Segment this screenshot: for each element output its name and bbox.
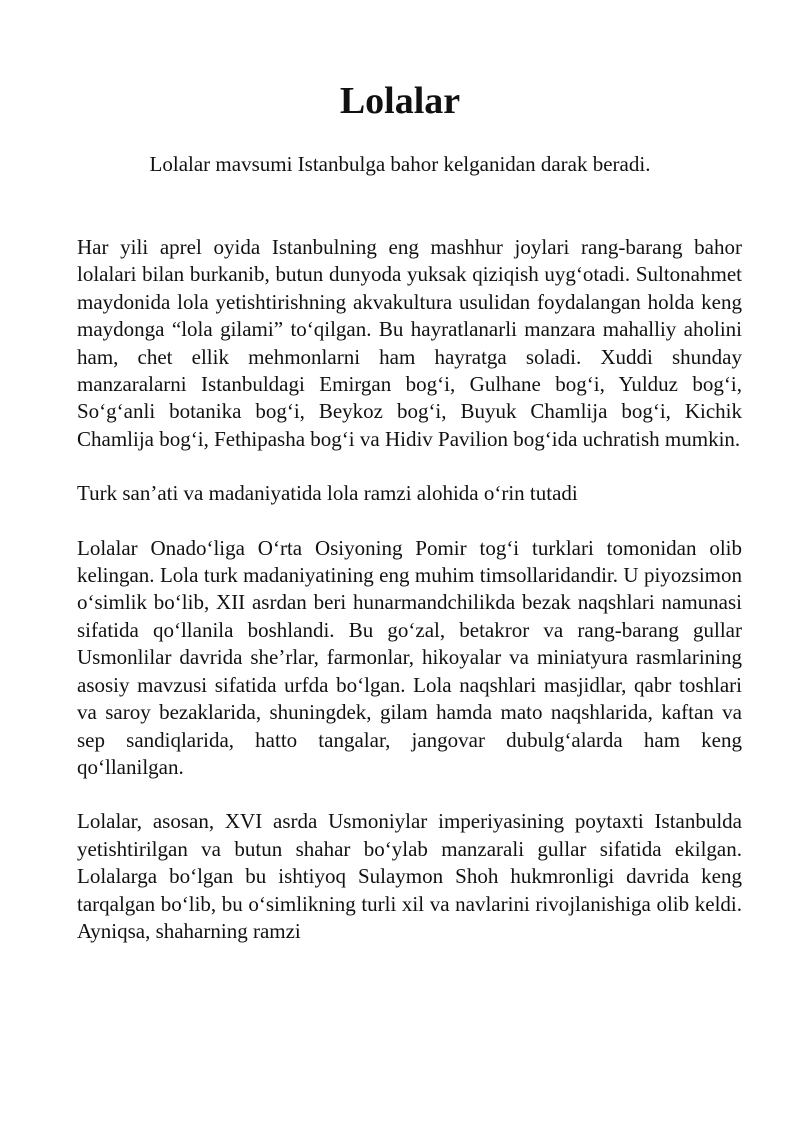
- paragraph-heading-line: Turk san’ati va madaniyatida lola ramzi alohida o‘rin tutadi: [77, 481, 578, 506]
- paragraph-history: Lolalar Onado‘liga O‘rta Osiyoning Pomir tog‘i turklari tomonidan olib kelingan. Lola turk madaniyatining eng muhim timsollaridandir. U piyozsimon o‘simlik bo‘lib, XII asrdan beri hunarmandchilikda bezak naqshlari namunasi sifatida qo‘llanila boshlandi. Bu go‘zal, betakror va rang-barang gullar Usmonlilar davrida she’rlar, farmonlar, hikoyalar va miniatyura rasmlarining asosiy mavzusi sifatida urfda bo‘lgan. Lola naqshlari masjidlar, qabr toshlari va saroy bezaklarida, shuningdek, gilam hamda mato naqshlarida, kaftan va sep sandiqlarida, hatto tangalar, jangovar dubulg‘alarda ham keng qo‘llanilgan.: [77, 535, 742, 779]
- page-title: Lolalar: [339, 80, 461, 122]
- paragraph-ottoman: Lolalar, asosan, XVI asrda Usmoniylar imperiyasining poytaxti Istanbulda yetishtirilgan va butun shahar bo‘ylab manzarali gullar sifatida ekilgan. Lolalarga bo‘lgan bu ishtiyoq Sulaymon Shoh hukmronligi davrida keng tarqalgan bo‘lib, bu o‘simlikning turli xil va navlarini rivojlanishiga olib keldi. Ayniqsa, shaharning ramzi: [77, 809, 742, 943]
- paragraph-intro: Har yili aprel oyida Istanbulning eng mashhur joylari rang-barang bahor lolalari bilan burkanib, butun dunyoda yuksak qiziqish uyg‘otadi. Sultonahmet maydonida lola yetishtirishning akvakultura usulidan foydalangan holda keng maydonga “lola gilami” to‘qilgan. Bu hayratlanarli manzara mahalliy aholini ham, chet ellik mehmonlarni ham hayratga soladi. Xuddi shunday manzaralarni Istanbuldagi Emirgan bog‘i, Gulhane bog‘i, Yulduz bog‘i, So‘g‘anli botanika bog‘i, Beykoz bog‘i, Buyuk Chamlija bog‘i, Kichik Chamlija bog‘i, Fethipasha bog‘i va Hidiv Pavilion bog‘ida uchratish mumkin.: [77, 235, 742, 451]
- page-subtitle: Lolalar mavsumi Istanbulga bahor kelganidan darak beradi.: [149, 152, 651, 176]
- body-text: [77, 234, 742, 972]
